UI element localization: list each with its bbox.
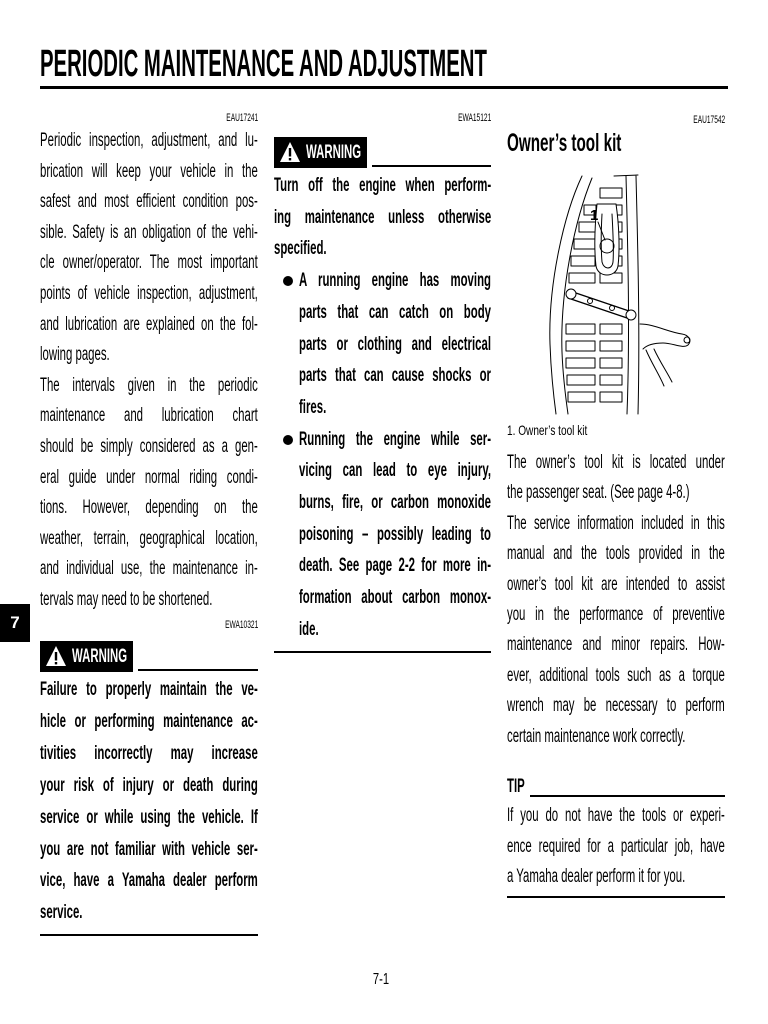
text-line: ide. (299, 618, 319, 640)
illustration-callout: 1 (590, 207, 599, 224)
title-rule (40, 86, 728, 89)
section-heading: Owner’s tool kit (507, 129, 622, 157)
text-line: A running engine has moving (299, 270, 491, 292)
text-line: tervals may need to be shortened. (40, 588, 213, 610)
warning-triangle-icon (279, 141, 301, 163)
intervals-paragraph (40, 371, 258, 616)
text-line: ever, additional tools such as a torque (507, 664, 725, 686)
warning-bullet-item (274, 424, 491, 646)
text-line: vice, have a Yamaha dealer perform (40, 870, 258, 892)
text-line: Running the engine while ser- (299, 428, 491, 450)
text-line: specified. (274, 238, 327, 260)
text-line: sible. Safety is an obligation of the vehi- (40, 221, 258, 243)
text-line: parts that can cause shocks or (299, 365, 491, 387)
bullet-text (299, 265, 491, 424)
bullet-text (299, 424, 491, 646)
text-line: cle owner/operator. The most important (40, 252, 258, 274)
warning-bullet-list (274, 265, 491, 645)
tip-label: TIP (507, 776, 525, 797)
bullet-icon (283, 276, 293, 286)
warning-bullet-item (274, 265, 491, 424)
warning-label: WARNING (306, 142, 362, 163)
text-line: owner’s tool kit are intended to assist (507, 573, 725, 595)
warning-code: EWA15121 (457, 112, 491, 124)
text-line: brication will keep your vehicle in the (40, 160, 258, 182)
page-number: 7-1 (372, 971, 390, 988)
text-line: maintenance and lubrication chart (40, 405, 258, 427)
text-line: weather, terrain, geographical location, (40, 527, 258, 549)
warning-header-rule (138, 669, 258, 671)
illustration-caption: 1. Owner’s tool kit (507, 422, 588, 438)
text-line: a Yamaha dealer perform it for you. (507, 866, 686, 887)
text-line: parts or clothing and electrical (299, 333, 491, 355)
text-line: the passenger seat. (See page 4-8.) (507, 482, 690, 504)
warning-header-rule (372, 165, 491, 167)
text-line: The intervals given in the periodic (40, 374, 258, 396)
text-line: burns, fire, or carbon monoxide (299, 492, 491, 514)
tip-text (507, 801, 725, 893)
text-line: The service information included in this (507, 512, 725, 534)
text-line: tivities incorrectly may increase (40, 742, 258, 764)
text-line: formation about carbon monox- (299, 587, 491, 609)
text-line: safest and most efficient condition pos- (40, 191, 258, 213)
chapter-number: 7 (10, 613, 20, 632)
warning-intro-text (274, 170, 491, 265)
text-line: vicing can lead to eye injury, (299, 460, 491, 482)
column-3-body (507, 448, 768, 752)
tip-header-rule (530, 795, 725, 797)
warning-triangle-icon (45, 645, 67, 667)
text-line: ing maintenance unless otherwise (274, 206, 492, 228)
text-line: hicle or performing maintenance ac- (40, 710, 258, 732)
tool-kit-illustration (542, 174, 692, 416)
text-line: wrench may be necessary to perform (507, 695, 725, 717)
text-line: service. (40, 902, 83, 924)
bullet-icon (283, 435, 293, 445)
warning-text (40, 674, 258, 929)
text-line: poisoning – possibly leading to (299, 523, 491, 545)
service-info-paragraph (507, 509, 725, 752)
text-line: service or while using the vehicle. If (40, 806, 258, 828)
warning-label: WARNING (72, 646, 128, 667)
warning-end-rule (274, 651, 491, 653)
text-line: Periodic inspection, adjustment, and lu- (40, 130, 258, 151)
text-line: you are not familiar with vehicle ser- (40, 838, 258, 860)
section-code: EAU17542 (693, 114, 725, 126)
section-code: EAU17241 (226, 112, 258, 124)
text-line: your risk of injury or death during (40, 774, 258, 796)
text-line: The owner’s tool kit is located under (507, 452, 725, 473)
text-line: parts that can catch on body (299, 301, 491, 323)
intro-paragraph (40, 126, 258, 371)
text-line: certain maintenance work correctly. (507, 725, 686, 747)
tip-end-rule (507, 896, 725, 898)
warning-code: EWA10321 (224, 619, 258, 631)
text-line: fires. (299, 396, 327, 418)
text-line: death. See page 2-2 for more in- (299, 555, 491, 577)
text-line: manual and the tools provided in the (507, 543, 725, 565)
tool-kit-location-paragraph (507, 448, 725, 509)
chapter-tab (0, 604, 30, 642)
warning-badge (40, 641, 133, 672)
text-line: you in the performance of preventive (507, 604, 725, 626)
text-line: eral guide under normal riding condi- (40, 466, 258, 488)
page-title: PERIODIC MAINTENANCE AND ADJUSTMENT (40, 43, 487, 85)
text-line: Turn off the engine when perform- (274, 175, 492, 196)
text-line: points of vehicle inspection, adjustment, (40, 282, 258, 304)
text-line: If you do not have the tools or experi- (507, 805, 725, 826)
warning-badge (274, 137, 367, 168)
text-line: maintenance and minor repairs. How- (507, 634, 725, 656)
text-line: should be simply considered as a gen- (40, 435, 258, 457)
text-line: ence required for a particular job, have (507, 835, 725, 857)
text-line: and lubrication are explained on the fol- (40, 313, 258, 335)
text-line: Failure to properly maintain the ve- (40, 679, 258, 700)
text-line: lowing pages. (40, 344, 110, 366)
text-line: tions. However, depending on the (40, 497, 258, 519)
text-line: and individual use, the maintenance in- (40, 558, 258, 580)
warning-end-rule (40, 934, 258, 936)
